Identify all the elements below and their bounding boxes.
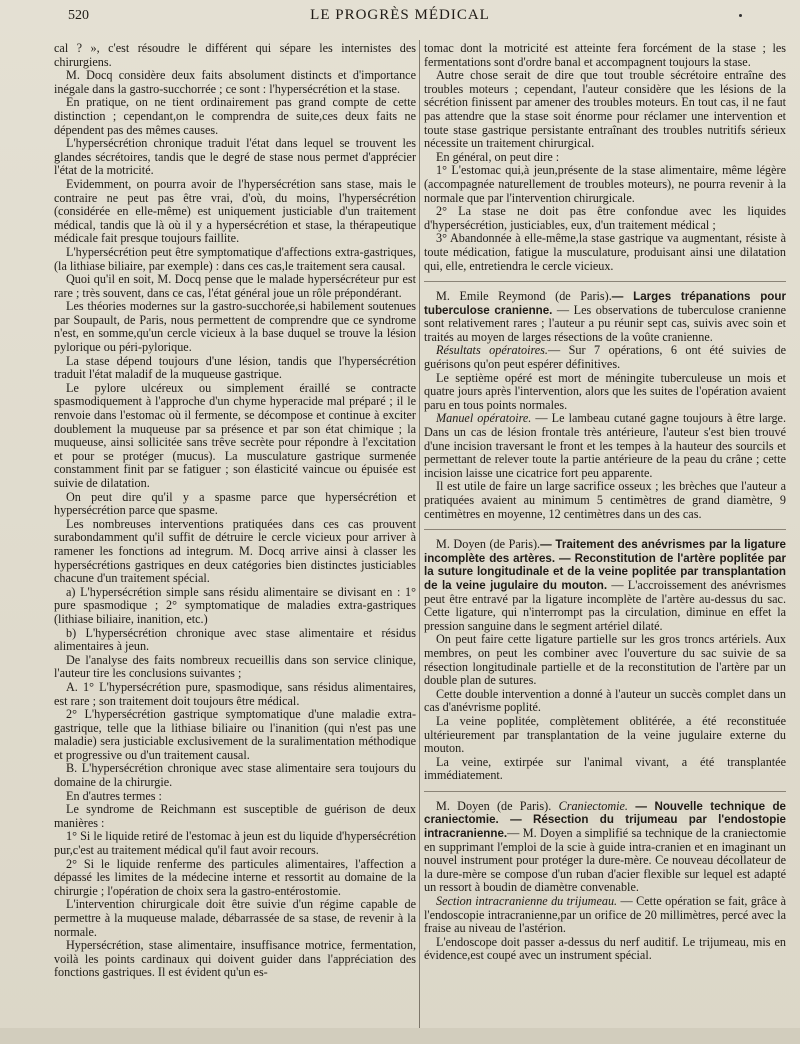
paragraph <box>424 344 786 371</box>
paragraph-text: — Le lambeau cutané gagne toujours à être large. Dans un cas de lésion frontale très antérieure, l'auteur s'est bien trouvé d'une incision traversant le front et les tempes à la hauteur des sourcils et permettant de relever toute la partie antérieure de la peau du crâne ; cette incision laisse une cicatrice fort peu apparente. <box>424 411 786 480</box>
paragraph: Il est utile de faire un large sacrifice osseux ; les brèches que l'auteur a pratiquées avaient au minimum 5 centimètres de grand diamètre, 9 centimètres en moyenne, 12 centimètres dans un des cas. <box>424 479 786 521</box>
paragraph: Le pylore ulcéreux ou simplement éraillé se contracte spasmodiquement à l'approche d'un chyme hyperacide mal préparé ; il le renvoie dans l'estomac où il fermente, se décompose et continue à exciter doublement la muqueuse par sa présence et par son état chimique ; la muqueuse, ainsi sollicitée sans trêve secrète pour répondre à l'excitation et pour se protéger (mucus). La musculature gastrique surmenée constamment finit par se fatiguer ; son élasticité vaincue ou épuisée est suivie de dilatation. <box>54 380 416 490</box>
left-column <box>54 42 416 980</box>
article-doyen-craniectomy-heading <box>424 791 786 895</box>
paragraph: cal ? », c'est résoudre le différent qui sépare les internistes des chirurgiens. <box>54 41 416 69</box>
article-title: — Larges trépanations pour tuberculose cranienne. <box>424 290 786 317</box>
paragraph: Cette double intervention a donné à l'auteur un succès complet dans un cas d'anévrisme poplité. <box>424 686 786 715</box>
article-label: Craniectomie. <box>558 798 628 813</box>
column-rule <box>419 40 420 1030</box>
paragraph-text: — Sur 7 opérations, 6 ont été suivies de guérisons qu'on peut espérer définitives. <box>424 343 786 372</box>
paragraph: M. Docq considère deux faits absolument distincts et d'importance inégale dans la gastro-succhorrée ; ce sont : l'hypersécrétion et la stase. <box>54 68 416 96</box>
paragraph: 2° La stase ne doit pas être confondue avec les liquides d'hypersécrétion, justiciables, eux, d'un traitement médical ; <box>424 204 786 232</box>
article-title: — Traitement des anévrismes par la ligature incomplète des artères. <box>424 538 786 565</box>
inline-heading: Résultats opératoires. <box>436 343 548 358</box>
article-reymond-heading <box>424 281 786 344</box>
article-author: M. Emile Reymond (de Paris). <box>436 289 612 304</box>
paragraph: La veine, extirpée sur l'animal vivant, a été transplantée immédiatement. <box>424 754 786 783</box>
paragraph: L'endoscope doit passer a-dessus du nerf auditif. Le trijumeau, mis en évidence,est coupé avec un instrument spécial. <box>424 934 786 963</box>
article-doyen-aneurysm-heading <box>424 529 786 633</box>
paragraph: Le syndrome de Reichmann est susceptible de guérison de deux manières : <box>54 802 416 830</box>
paragraph: 2° L'hypersécrétion gastrique symptomatique d'une maladie extra-gastrique, telle que la lithiase biliaire ou l'inanition (qui n'est pas une maladie) sera justiciable exclusivement de la suralimentation méthodique et progressive ou d'un traitement causal. <box>54 707 416 762</box>
paragraph: 1° L'estomac qui,à jeun,présente de la stase alimentaire, même légère (accompagnée naturellement de troubles moteurs), ne pourra revenir à la normale que par l'intervention chirurgicale. <box>424 163 786 205</box>
paragraph: L'intervention chirurgicale doit être suivie d'un régime capable de permettre à la muqueuse malade, débarrassée de sa stase, de revenir à la normale. <box>54 897 416 939</box>
paragraph: La veine poplitée, complètement oblitérée, a été reconstituée ultérieurement par transplantation de la veine jugulaire externe du mouton. <box>424 713 786 756</box>
inline-heading: Section intracranienne du trijumeau. <box>436 894 618 909</box>
page-header <box>40 6 760 28</box>
article-author: M. Doyen (de Paris). <box>436 537 541 552</box>
article-author: M. Doyen (de Paris). <box>436 798 552 813</box>
paragraph: A. 1° L'hypersécrétion pure, spasmodique, sans résidus alimentaires, est rare ; son traitement doit toujours être médical. <box>54 679 416 708</box>
paragraph: tomac dont la motricité est atteinte fera forcément de la stase ; les fermentations sont d'ordre banal et accompagnent toujours la stase. <box>424 41 786 69</box>
paragraph: On peut dire qu'il y a spasme parce que hypersécrétion et hypersécrétion parce que spasme. <box>54 489 416 518</box>
paragraph: B. L'hypersécrétion chronique avec stase alimentaire sera toujours du domaine de la chirurgie. <box>54 761 416 790</box>
paragraph: Les nombreuses interventions pratiquées dans ces cas prouvent surabondamment qu'il suffit de détruire le cercle vicieux pour arriver à ramener les fonctions ad integrum. M. Docq arrive ainsi à classer les hypersécrétions gastriques en deux catégories bien distinctes justiciables chacune d'un traitement spécial. <box>54 516 416 586</box>
paragraph <box>424 895 786 936</box>
paragraph: 2° Si le liquide renferme des particules alimentaires, l'affection a dépassé les limites de la médecine interne et ressortit au domaine de la chirurgie ; l'opération de choix sera la gastro-entérostomie. <box>54 856 416 898</box>
article-subtitle: — Résection du trijumeau par l'endostopie intracranienne. <box>424 813 786 841</box>
paragraph: a) L'hypersécrétion simple sans résidu alimentaire se divisant en : 1° pure spasmodique ; 2° symptomatique de maladies extra-gastriques (lithiase biliaire, inanition, etc.) <box>54 584 416 626</box>
paragraph: Evidemment, on pourra avoir de l'hypersécrétion sans stase, mais le contraire ne peut pas être vrai, d'où, du moins, l'hypersécrétion (considérée en elle-même) est uniquement justiciable d'un traitement médical, tandis que là où il y a hypersécrétion et stase, la thérapeutique médicale fait presque toujours faillite. <box>54 176 416 246</box>
page-bottom-edge <box>0 1028 800 1044</box>
paragraph: La stase dépend toujours d'une lésion, tandis que l'hypersécrétion traduit l'état maladif de la muqueuse gastrique. <box>54 353 416 382</box>
paragraph: L'hypersécrétion chronique traduit l'état dans lequel se trouvent les glandes sécrétoires, tandis que le degré de stase nous permet d'apprécier l'état de la motricité. <box>54 136 416 178</box>
paragraph: En général, on peut dire : <box>436 149 560 164</box>
paragraph: Le septième opéré est mort de méningite tuberculeuse un mois et quatre jours après l'intervention, alors que les suites de l'opération avaient paru en tous points normales. <box>424 370 786 412</box>
paragraph-text: — Cette opération se fait, grâce à l'endoscopie intracranienne,par un orifice de 20 millimètres, percé avec la fraise au niveau de l'astérion. <box>424 894 786 936</box>
article-lead: — Les observations de tuberculose cranienne sont relativement rares ; l'auteur a pu réunir sept cas, suivis avec soin et traités au moyen de larges résections de la voûte cranienne. <box>424 302 786 344</box>
paragraph: 1° Si le liquide retiré de l'estomac à jeun est du liquide d'hypersécrétion pur,c'est au traitement médical qu'il faut avoir recours. <box>54 829 416 858</box>
paragraph: L'hypersécrétion peut être symptomatique d'affections extra-gastriques,(la lithiase biliaire, par exemple) : dans ces cas,le traitement sera causal. <box>54 244 416 273</box>
right-column <box>424 42 786 963</box>
paragraph: De l'analyse des faits nombreux recueillis dans son service clinique, l'auteur tire les conclusions suivantes ; <box>54 652 416 681</box>
page-number: 520 <box>68 8 89 23</box>
paragraph: Autre chose serait de dire que tout trouble sécrétoire entraîne des troubles moteurs ; cependant, l'auteur considère que les lésions de la sécrétion finissent par amener des troubles moteurs. En tout cas, il ne faut pas attendre que la stase soit énorme pour réclamer une intervention et toute stase gastrique persistante entraînant des troubles nutritifs sérieux nécessite un traitement chirurgical. <box>424 68 786 151</box>
paragraph: Hypersécrétion, stase alimentaire, insuffisance motrice, fermentation, voilà les points cardinaux qui doivent guider dans l'appréciation des fonctions gastriques. Il est évident qu'un es- <box>54 938 416 980</box>
inline-heading: Manuel opératoire. <box>436 411 532 426</box>
article-subtitle: — Reconstitution de l'artère poplitée par la suture longitudinale et de la veine poplitée par transplantation de la veine jugulaire du mouton. <box>424 551 786 592</box>
paragraph: On peut faire cette ligature partielle sur les gros troncs artériels. Aux membres, on peut les combiner avec l'ouverture du sac suivie de sa résection longitudinale partielle et de la reconstitution de l'artère par un double plan de sutures. <box>424 632 786 688</box>
paragraph: En pratique, on ne tient ordinairement pas grand compte de cette distinction ; cependant,on le comprendra de suite,ces deux faits ne dépendent pas des mêmes causes. <box>54 95 416 137</box>
article-title: — Nouvelle technique de craniectomie. <box>424 799 787 827</box>
paragraph: Quoi qu'il en soit, M. Docq pense que le malade hypersécréteur pur est rare ; très souvent, dans ce cas, l'état général joue un rôle prépondérant. <box>54 272 416 300</box>
paragraph: 3° Abandonnée à elle-même,la stase gastrique va augmentant, résiste à toute médication, fatigue la musculature, produisant ainsi une dilatation qui, elle, entretiendra le cercle vicieux. <box>424 231 786 273</box>
article-lead: — L'accroissement des anévrismes peut être entravé par la ligature incomplète de l'artère au-dessus du sac. Cette ligature, qui n'interrompt pas la circulation, diminue en effet la pression sanguine dans le segment artériel dilaté. <box>424 577 786 633</box>
paragraph: Les théories modernes sur la gastro-succhorée,si habilement soutenues par Soupault, de Paris, nous permettent de comprendre que ce syndrome n'est, en somme,qu'un cercle vicieux à la base duquel se trouve la lésion pylorique ou péri-pylorique. <box>54 299 416 355</box>
paragraph: b) L'hypersécrétion chronique avec stase alimentaire et résidus alimentaires à jeun. <box>54 625 416 654</box>
paragraph <box>424 412 786 480</box>
running-title: LE PROGRÈS MÉDICAL <box>310 7 490 23</box>
print-mark <box>739 14 742 17</box>
article-lead: — M. Doyen a simplifié sa technique de la craniectomie en supprimant l'emploi de la scie à guide intra-cranien et en imaginant un nouvel instrument pour protéger la dure-mère. Ce nouveau décollateur de la dure-mère se compose d'un ruban d'acier flexible sur lequel est adapté un ressort à boudin de diamètre convenable. <box>424 826 786 895</box>
paragraph: En d'autres termes : <box>66 788 162 803</box>
